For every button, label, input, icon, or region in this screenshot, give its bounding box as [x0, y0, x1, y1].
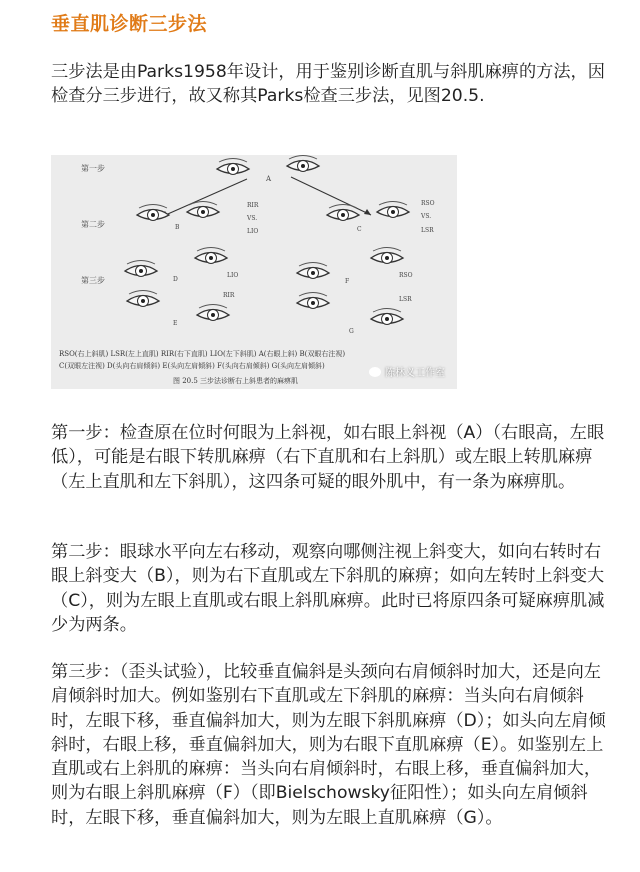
parks-three-step-figure: [51, 155, 457, 389]
eye-icon: [187, 202, 219, 218]
marker-vs-1: VS.: [247, 215, 258, 222]
marker-rir-2: RIR: [223, 292, 235, 299]
figure-caption: 图 20.5 三步法诊断右上斜患者的麻痹肌: [173, 377, 299, 385]
step1-paragraph: 第一步：检查原在位时何眼为上斜视，如右眼上斜视（A）（右眼高，左眼低），可能是右眼下转肌麻痹（右下直肌和右上斜肌）或左眼上转肌麻痹（左上直肌和左下斜肌），这四条可疑的眼外肌中，有一条为麻痹肌。: [51, 423, 605, 492]
marker-c: C: [357, 226, 362, 233]
figure-legend-line-2: C(双眼左注视) D(头向右肩倾斜) E(头向左肩倾斜) F(头向右肩倾斜) G(头向左肩倾斜): [59, 362, 325, 370]
marker-lsr-2: LSR: [399, 296, 412, 303]
marker-e: E: [173, 320, 178, 327]
eye-icon: [127, 291, 159, 307]
eye-icon: [297, 293, 329, 309]
step3-paragraph: 第三步：（歪头试验），比较垂直偏斜是头颈向右肩倾斜时加大，还是向左肩倾斜时加大。例如鉴别右下直肌或左下斜肌的麻痹：当头向右肩倾斜时，左眼下移，垂直偏斜加大，则为左眼下斜肌麻痹（D）；如头向左肩倾斜时，右眼上移，垂直偏斜加大，则为右眼下直肌麻痹（E）。如鉴别左上直肌或右上斜肌的麻痹：当头向右肩倾斜时，右眼上移，垂直偏斜加大，则为右眼上斜肌麻痹（F）（即Bielschowsky征阳性）；如头向左肩倾斜时，左眼下移，垂直偏斜加大，则为左眼上直肌麻痹（G）。: [51, 662, 606, 828]
eye-diagram: [51, 155, 457, 389]
step2-paragraph: 第二步：眼球水平向左右移动，观察向哪侧注视上斜变大，如向右转时右眼上斜变大（B），则为右下直肌或左下斜肌的麻痹；如向左转时上斜变大（C），则为左眼上直肌或右眼上斜肌麻痹。此时已将原四条可疑麻痹肌减少为两条。: [51, 542, 605, 635]
eye-icon: [371, 248, 403, 264]
arrow-to-c: [291, 177, 371, 215]
marker-a: A: [266, 175, 272, 183]
marker-rso: RSO: [421, 200, 435, 207]
marker-rso-2: RSO: [399, 272, 413, 279]
marker-f: F: [345, 278, 350, 285]
watermark: [369, 364, 445, 379]
eye-icon: [125, 261, 157, 277]
eye-icon: [327, 205, 359, 221]
wechat-icon: [369, 367, 381, 377]
marker-g: G: [349, 328, 354, 335]
marker-d: D: [173, 276, 178, 283]
eye-icon: [217, 159, 249, 175]
eye-icon: [377, 202, 409, 218]
eye-icon: [287, 156, 319, 172]
eye-icon: [195, 248, 227, 264]
watermark-text: 陈林义工作室: [385, 368, 445, 379]
intro-paragraph: 三步法是由Parks1958年设计，用于鉴别诊断直肌与斜肌麻痹的方法，因检查分三步进行，故又称其Parks检查三步法，见图20.5.: [51, 62, 605, 107]
row-label-step2: 第二步: [81, 220, 105, 229]
marker-b: B: [175, 224, 180, 231]
row-label-step1: 第一步: [81, 164, 105, 173]
section-title: 垂直肌诊断三步法: [51, 13, 208, 35]
row-label-step3: 第三步: [81, 276, 105, 285]
eye-icon: [197, 305, 229, 321]
marker-rir: RIR: [247, 202, 259, 209]
eye-icon: [137, 205, 169, 221]
eye-icon: [371, 309, 403, 325]
marker-lsr: LSR: [421, 227, 434, 234]
eye-icon: [297, 263, 329, 279]
marker-lio: LIO: [247, 228, 259, 235]
marker-lio-2: LIO: [227, 272, 239, 279]
marker-vs-2: VS.: [421, 213, 432, 220]
figure-legend-line-1: RSO(右上斜肌) LSR(左上直肌) RIR(右下直肌) LIO(左下斜肌) A(右眼上斜) B(双眼右注视): [59, 350, 346, 358]
